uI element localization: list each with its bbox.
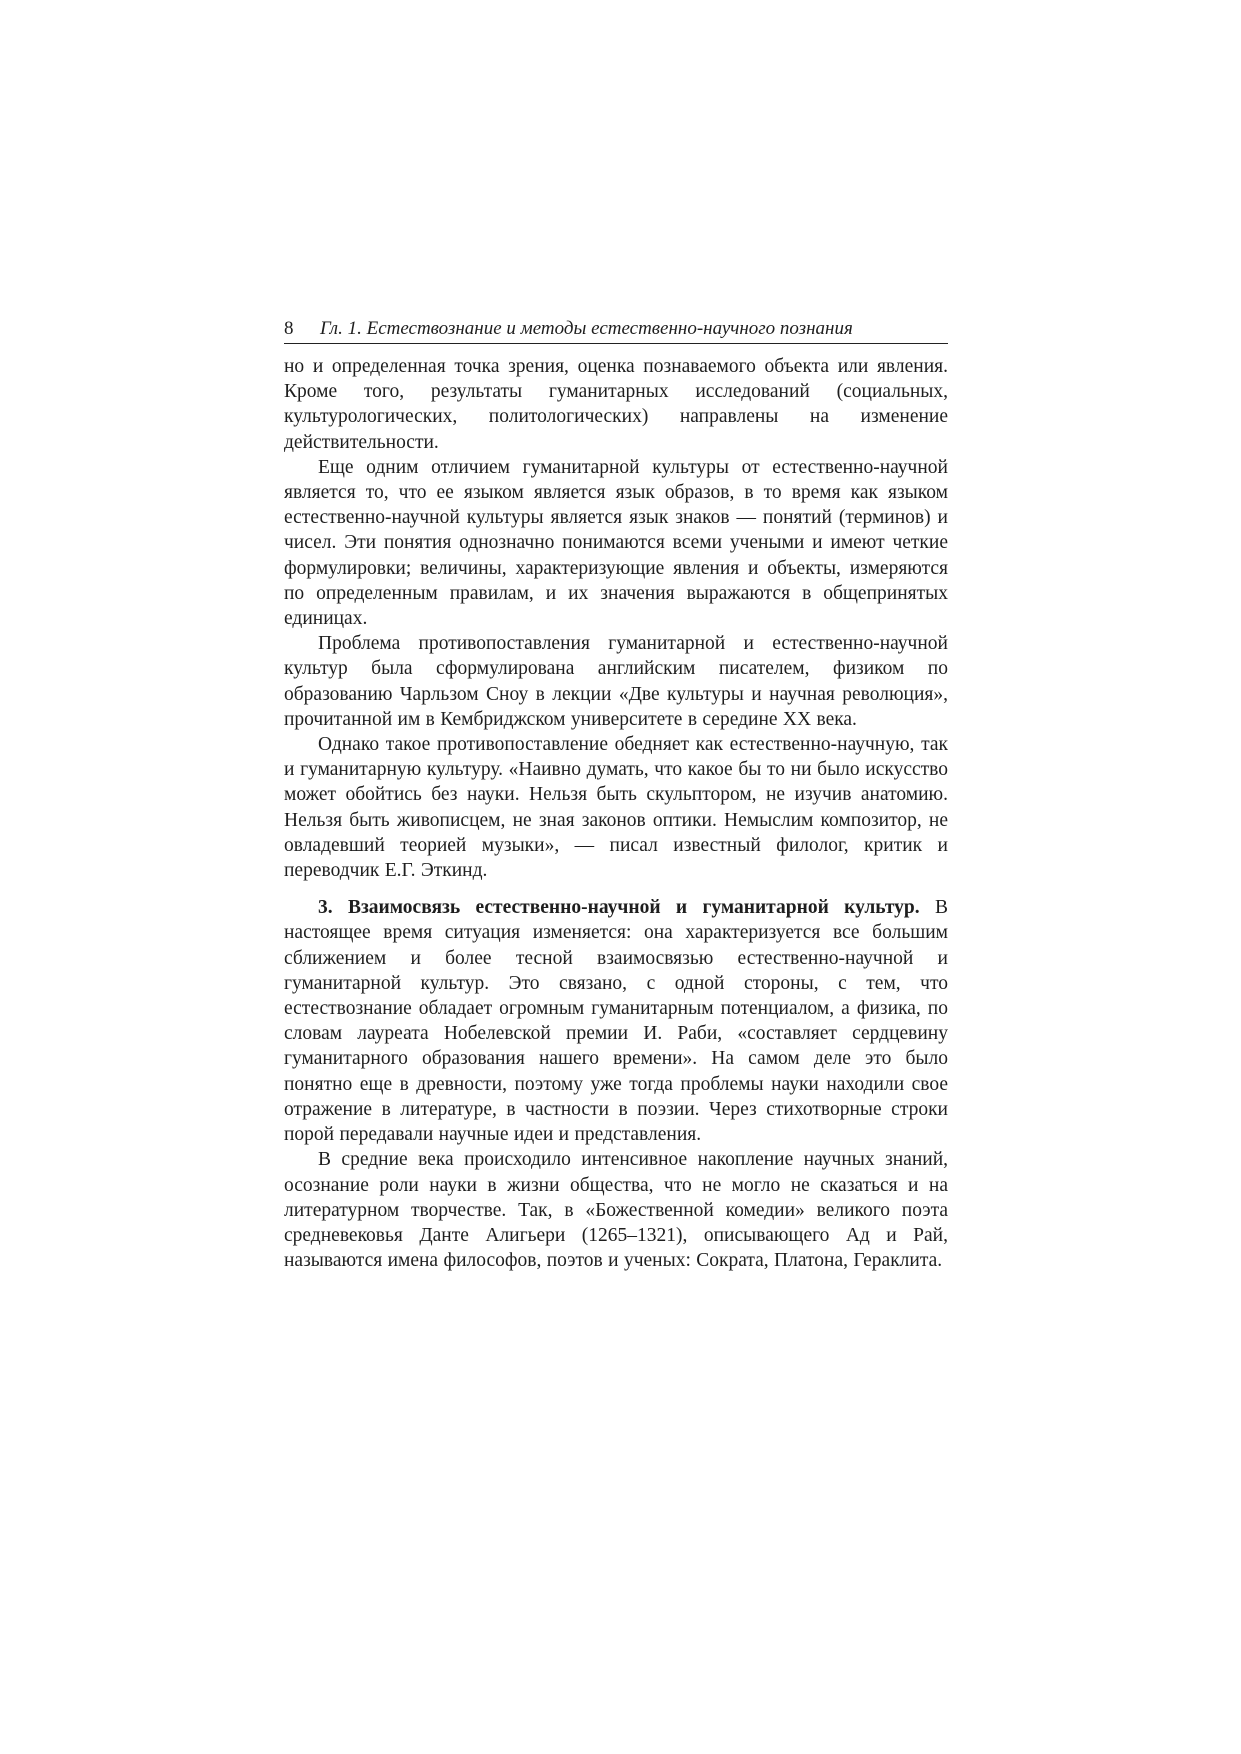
section-3-paragraph [284, 895, 948, 1147]
paragraph-etkind-quote: Однако такое противопоставление обедняет как естественно-научную, так и гуманитарную культуру. «Наивно думать, что какое бы то ни было искусство может обойтись без науки. Нельзя быть скульптором, не изучив анатомию. Нельзя быть живописцем, не зная законов оптики. Немыслим композитор, не овладевший теорией музыки», — писал известный филолог, критик и переводчик Е.Г. Эткинд. [284, 734, 948, 882]
section-text: В настоящее время ситуация изменяется: она характеризуется все большим сближением и более тесной взаимосвязью естественно-научной и гуманитарной культур. Это связано, с одной стороны, с тем, что естествознание обладает огромным гуманитарным потенциалом, а физика, по словам лауреата Нобелевской премии И. Раби, «составляет сердцевину гуманитарного образования нашего времени». На самом деле это было понятно еще в древности, поэтому уже тогда проблемы науки находили свое отражение в литературе, в частности в поэзии. Через стихотворные строки порой передавали научные идеи и представления. [284, 897, 949, 1146]
paragraph-continuation: но и определенная точка зрения, оценка познаваемого объекта или явления. Кроме того, результаты гуманитарных исследований (социальных, культурологических, политологических) направлены на изменение действительности. [284, 356, 948, 453]
paragraph-dante: В средние века происходило интенсивное накопление научных знаний, осознание роли науки в жизни общества, что не могло не сказаться и на литературном творчестве. Так, в «Божественной комедии» великого поэта средневековья Данте Алигьери (1265–1321), описывающего Ад и Рай, называются имена философов, поэтов и ученых: Сократа, Платона, Гераклита. [284, 1149, 948, 1272]
paragraph-snow-lecture: Проблема противопоставления гуманитарной и естественно-научной культур была сформулирована английским писателем, физиком по образованию Чарльзом Сноу в лекции «Две культуры и научная революция», прочитанной им в Кембриджском университете в середине XX века. [284, 633, 948, 730]
book-page [284, 318, 948, 1273]
paragraph-language-difference: Еще одним отличием гуманитарной культуры от естественно-научной является то, что ее языком является язык образов, в то время как языком естественно-научной культуры является язык знаков — понятий (терминов) и чисел. Эти понятия однозначно понимаются всеми учеными и имеют четкие формулировки; величины, характеризующие явления и объекты, измеряются по определенным правилам, и их значения выражаются в общепринятых единицах. [284, 456, 948, 630]
section-heading: 3. Взаимосвязь естественно-научной и гуманитарной культур. [318, 897, 920, 919]
chapter-title: Гл. 1. Естествознание и методы естественно-научного познания [320, 318, 853, 339]
running-header [284, 318, 948, 344]
page-number: 8 [284, 318, 294, 339]
